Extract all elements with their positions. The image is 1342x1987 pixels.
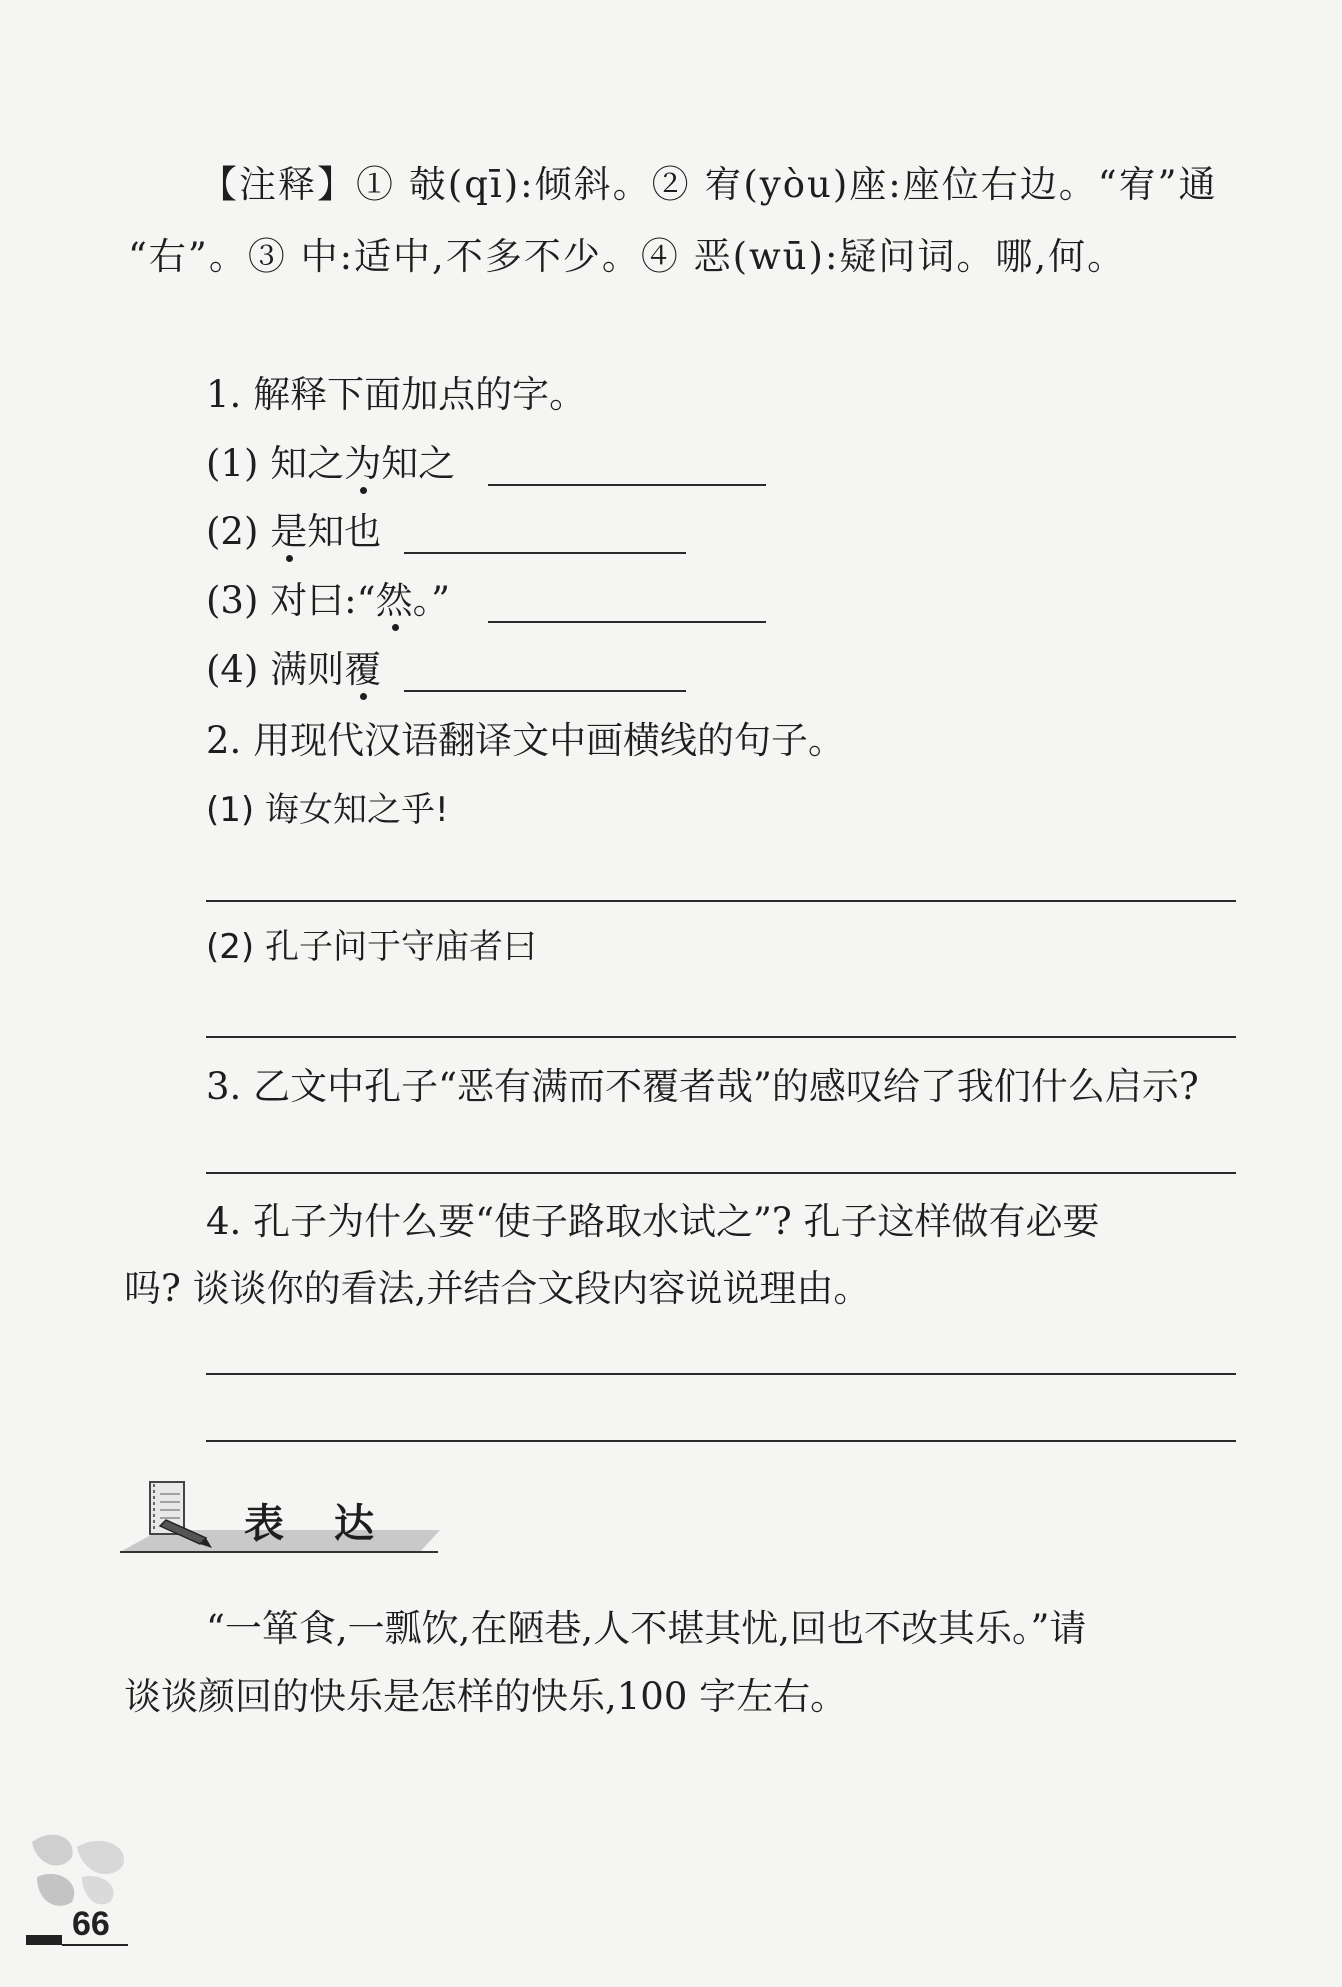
note-line-1: 【注释】① 攲(qī):倾斜。② 宥(yòu)座:座位右边。“宥”通 [200,163,1218,206]
q1-item-2: (2) 是 知也 [206,513,381,550]
dotted-char: 覆 [344,651,381,688]
q1-answer-line-4[interactable] [404,690,686,692]
question-1-title: 1. 解释下面加点的字。 [206,373,587,416]
q2-answer-line-2[interactable] [206,1036,1236,1038]
question-4-line-1: 4. 孔子为什么要“使子路取水试之”? 孔子这样做有必要 [206,1200,1100,1243]
q1-answer-line-1[interactable] [488,484,766,486]
q1-item-3: (3) 对曰:“然 。” [206,582,450,619]
q1-item-1: (1) 知之为 知之 [206,445,455,482]
expression-line-2: 谈谈颜回的快乐是怎样的快乐,100 字左右。 [124,1675,848,1718]
q2-answer-line-1[interactable] [206,900,1236,902]
q2-item-2: (2) 孔子问于守庙者曰 [206,927,537,967]
dotted-char: 是 [270,513,307,550]
dotted-char: 然 [376,582,413,619]
q4-answer-line-1[interactable] [206,1373,1236,1375]
q1-item-4: (4) 满则覆 [206,651,381,688]
q2-item-1: (1) 诲女知之乎! [206,790,449,830]
note-line-2: “右”。③ 中:适中,不多不少。④ 恶(wū):疑问词。哪,何。 [128,235,1127,278]
expression-line-1: “一箪食,一瓢饮,在陋巷,人不堪其忧,回也不改其乐。”请 [206,1607,1087,1650]
question-4-line-2: 吗? 谈谈你的看法,并结合文段内容说说理由。 [124,1267,871,1310]
page-number-bar [26,1935,62,1945]
section-title: 表达 [244,1501,424,1547]
question-2-title: 2. 用现代汉语翻译文中画横线的句子。 [206,719,846,762]
q1-answer-line-3[interactable] [488,621,766,623]
page-number: 66 [72,1905,110,1943]
q3-answer-line[interactable] [206,1172,1236,1174]
q1-answer-line-2[interactable] [404,552,686,554]
question-3-title: 3. 乙文中孔子“恶有满而不覆者哉”的感叹给了我们什么启示? [206,1065,1199,1108]
page-number-rule [62,1944,128,1946]
leaf-decoration-icon [22,1822,142,1912]
q4-answer-line-2[interactable] [206,1440,1236,1442]
dotted-char: 为 [344,445,381,482]
